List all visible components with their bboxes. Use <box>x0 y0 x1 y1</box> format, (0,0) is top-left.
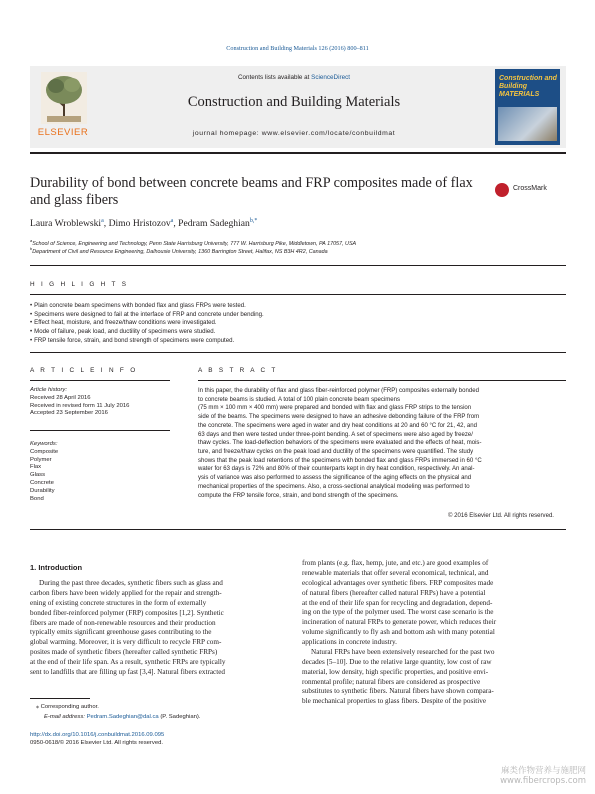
elsevier-tree-icon <box>41 72 87 124</box>
cover-image <box>498 107 557 141</box>
section-divider <box>30 265 566 266</box>
keywords-list <box>30 441 170 503</box>
body-line: from plants (e.g. flax, hemp, jute, and etc.) are good examples of <box>302 559 489 567</box>
abstract-line: water for 63 days is 72% and 80% of their counterparts kept in dry heat condition, respectively. An anal- <box>198 466 475 473</box>
section-divider <box>30 352 566 353</box>
body-right-column <box>302 559 564 707</box>
highlight-item: • Effect heat, moisture, and freeze/thaw conditions were investigated. <box>30 319 560 328</box>
body-line: ing on the type of the polymer used. The worst case scenario is the <box>302 608 494 617</box>
abstract-divider <box>198 380 566 381</box>
doi-line <box>30 732 164 738</box>
keyword: Polymer <box>30 456 52 463</box>
abstract-line: ture, and freeze/thaw cycles on the peak load and ductility of the specimens were quantified. The study <box>198 449 474 456</box>
abstract-line: In this paper, the durability of flax and glass fiber-reinforced polymer (FRP) composites externally bonded <box>198 388 479 394</box>
body-line: bonded fiber-reinforced polymer (FRP) composites [1,2]. Synthetic <box>30 608 224 617</box>
body-line: global warming. Moreover, it is very difficult to recycle FRP com- <box>30 638 222 647</box>
body-left-column <box>30 579 286 678</box>
homepage-prefix: journal homepage: <box>192 130 260 137</box>
keyword: Composite <box>30 448 59 455</box>
body-line: volume significantly to fly ash and bottom ash with many potential <box>302 628 495 637</box>
elsevier-wordmark: ELSEVIER <box>37 127 89 138</box>
sciencedirect-link[interactable]: ScienceDirect <box>311 74 350 81</box>
homepage-link[interactable]: www.elsevier.com/locate/conbuildmat <box>261 130 396 137</box>
body-line: posites made of synthetic fibers (hereafter called synthetic FRPs) <box>30 648 218 657</box>
affiliation-text: School of Science, Engineering and Technology, Penn State Harrisburg University, 777 W. Harrisburg Pike, Middletown, PA 17057, USA <box>32 240 357 247</box>
article-info-divider <box>30 380 170 381</box>
author-affil-mark[interactable]: a <box>101 218 104 224</box>
body-line: ecological advantages over synthetic fibers. FRP composites made <box>302 578 494 587</box>
abstract-line: 63 days and then were tested under three-point bending. A set of specimens were also aged by freeze/ <box>198 431 473 438</box>
keyword: Durability <box>30 487 55 494</box>
body-line: ble mechanical properties to glass fibers. Despite of the positive <box>302 697 487 706</box>
history-entry: Accepted 23 September 2016 <box>30 410 108 417</box>
watermark-line: www.fibercrops.com <box>500 776 586 786</box>
highlights-list <box>30 302 560 346</box>
abstract-line: mechanical properties of the specimens. Also, a cross-sectional analytical modeling was performed to <box>198 483 470 490</box>
history-entry: Received 28 April 2016 <box>30 394 91 401</box>
highlight-item: • Mode of failure, peak load, and ductility of specimens were studied. <box>30 328 560 337</box>
introduction-heading: 1. Introduction <box>30 563 83 572</box>
body-line: fibers are made of non-renewable resources and their production <box>30 618 216 627</box>
journal-title[interactable]: Construction and Building Materials <box>187 94 401 110</box>
journal-cover-thumbnail[interactable] <box>495 69 560 145</box>
abstract-line: the concrete. The specimens were aged in water and dry heat conditions at 20 and 60 °C for 21, 42, and <box>198 422 477 429</box>
author-affil-mark[interactable]: b,* <box>249 218 258 224</box>
highlight-item: • Plain concrete beam specimens with bonded flax and glass FRPs were tested. <box>30 302 560 311</box>
author-affil-mark[interactable]: a <box>170 218 174 224</box>
body-line: renewable materials that offer several economical, technical, and <box>302 568 489 577</box>
section-divider <box>30 294 566 295</box>
site-watermark <box>468 766 586 786</box>
keywords-label: Keywords: <box>30 441 58 447</box>
keyword: Bond <box>30 495 44 502</box>
crossmark-icon <box>495 183 509 197</box>
contents-lists-line <box>100 74 488 81</box>
abstract-line: shows that the peak load retentions of the specimens with bonded flax and glass FRPs immersed in 60 °C <box>198 457 482 464</box>
body-line: carbon fibers have been widely applied for the repair and strength- <box>30 588 222 597</box>
journal-homepage <box>100 130 488 137</box>
body-line: applications in concrete industry. <box>302 638 397 646</box>
abstract-heading: A B S T R A C T <box>198 367 278 374</box>
body-line: at the end of their life span for recycling and degradation, depend- <box>302 598 493 607</box>
crossmark-label: CrossMark <box>513 185 547 192</box>
keyword: Flax <box>30 464 42 471</box>
header-divider <box>30 152 566 154</box>
email-label: E-mail address: <box>44 714 85 720</box>
body-line: incineration of natural FRPs to generate power, which reduces their <box>302 618 497 627</box>
author-name[interactable]: Dimo Hristozov <box>108 218 171 230</box>
affiliation-mark: b <box>30 246 33 251</box>
email-note <box>44 714 201 720</box>
article-history <box>30 387 170 418</box>
article-info-heading: A R T I C L E I N F O <box>30 367 138 374</box>
affiliation-mark: a <box>30 238 33 243</box>
history-entry: Received in revised form 11 July 2016 <box>30 402 130 409</box>
issn-line: 0950-0618/© 2016 Elsevier Ltd. All rights reserved. <box>30 740 164 746</box>
journal-reference[interactable]: Construction and Building Materials 126 (2016) 800–811 <box>226 45 369 52</box>
body-line: During the past three decades, synthetic fibers such as glass and <box>39 579 223 587</box>
cover-title: Construction and Building MATERIALS <box>499 75 557 98</box>
corresponding-author-note: ⁎ Corresponding author. <box>36 704 99 710</box>
body-line: sent to landfills that are filling up fast [3,4]. Natural fibers extracted <box>30 667 225 676</box>
highlight-item: • Specimens were designed to fail at the interface of FRP and concrete under bending. <box>30 311 560 320</box>
affiliation-text: Department of Civil and Resource Engineering, Dalhousie University, 1360 Barrington Street, Halifax, NS B3H 4R2, Canada <box>32 248 328 255</box>
abstract-line: (75 mm × 100 mm × 400 mm) were prepared and bonded with flax and glass FRP strips to the tension <box>198 405 472 412</box>
doi-link[interactable]: http://dx.doi.org/10.1016/j.conbuildmat.2016.09.095 <box>30 732 165 738</box>
section-divider <box>30 529 566 530</box>
affiliation <box>30 246 560 255</box>
email-link[interactable]: Pedram.Sadeghian@dal.ca <box>86 714 159 720</box>
footnote-rule <box>30 698 90 699</box>
body-line: material, low density, high specific properties, and positive envi- <box>302 667 489 676</box>
body-line: decades [5–10]. Due to the relative large quantity, low cost of raw <box>302 657 492 666</box>
abstract-line: thaw cycles. The load-deflection behaviors of the specimens were evaluated and the effects of heat, mois- <box>198 440 482 447</box>
abstract-line: ysis of variance was also performed to assess the significance of the aging effects on the physical and <box>198 475 472 482</box>
history-label: Article history: <box>30 387 67 393</box>
article-title: Durability of bond between concrete beams and FRP composites made of flax and glass fibers <box>30 175 473 208</box>
elsevier-logo[interactable] <box>33 70 93 140</box>
body-line: of natural fibers (hereafter called natural FRPs) have a potential <box>302 588 486 597</box>
body-line: typically emits significant greenhouse gases contributing to the <box>30 628 212 637</box>
contents-prefix: Contents lists available at <box>237 74 310 81</box>
article-info-divider <box>30 430 170 431</box>
keyword: Concrete <box>30 479 54 486</box>
abstract-line: side of the beams. The specimens were designed to have an adhesive debonding failure of the FRP from <box>198 414 480 421</box>
body-line: ronmental profile; natural fibers are considered as prospective <box>302 677 481 686</box>
abstract-line: compute the FRP tensile force, strain, and bond strength of the specimens. <box>198 492 399 499</box>
crossmark-badge[interactable] <box>495 183 565 197</box>
abstract-body <box>198 387 554 500</box>
watermark-line: 麻类作物营养与施肥网 <box>500 766 586 776</box>
highlight-item: • FRP tensile force, strain, and bond strength of specimens were computed. <box>30 337 560 346</box>
email-suffix: (P. Sadeghian). <box>160 714 201 720</box>
author-name[interactable]: Pedram Sadeghian <box>178 218 250 230</box>
highlights-heading: H I G H L I G H T S <box>30 281 129 288</box>
body-line: at the end of their life span. As a result, synthetic FRPs are typically <box>30 658 226 666</box>
body-line: substitutes to synthetic fibers. Natural fibers have shown compara- <box>302 687 494 696</box>
keyword: Glass <box>30 472 46 479</box>
body-line: ening of existing concrete structures in the form of externally <box>30 598 207 607</box>
author-name[interactable]: Laura Wroblewski <box>30 218 102 230</box>
author-list: Laura Wroblewski$^a$, Dimo Hristozov$^a$, Pedram Sadeghian$^{b,*}$ <box>30 218 258 230</box>
body-line: Natural FRPs have been extensively researched for the past two <box>311 647 495 656</box>
abstract-copyright: © 2016 Elsevier Ltd. All rights reserved. <box>448 513 554 519</box>
abstract-line: to concrete beams is studied. A total of 100 plain concrete beam specimens <box>198 396 401 403</box>
